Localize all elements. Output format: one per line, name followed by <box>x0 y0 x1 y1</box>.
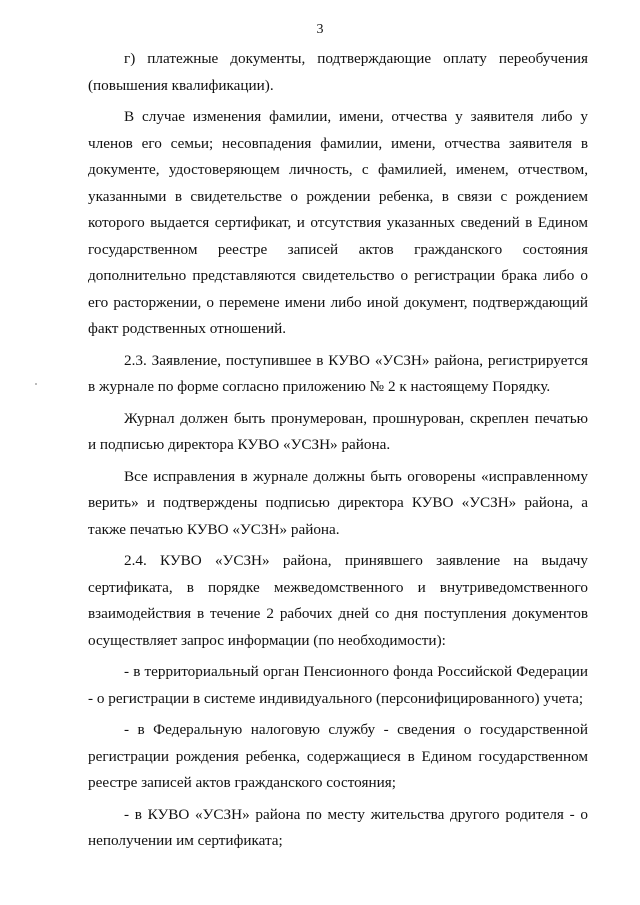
paragraph-2-4-request: 2.4. КУВО «УСЗН» района, принявшего заявление на выдачу сертификата, в порядке межведомственного и внутриведомственного взаимодействия в течение 2 рабочих дней со дня поступления документов осуществляет запрос информации (по необходимости): <box>88 552 588 649</box>
document-body <box>88 46 588 860</box>
margin-mark <box>35 383 37 385</box>
list-item-other-parent: - в КУВО «УСЗН» района по месту жительства другого родителя - о неполучении им сертификата; <box>88 805 588 849</box>
list-item-pension-fund: - в территориальный орган Пенсионного фонда Российской Федерации - о регистрации в системе индивидуального (персонифицированного) учета; <box>88 663 588 707</box>
paragraph-2-3-registration: 2.3. Заявление, поступившее в КУВО «УСЗН» района, регистрируется в журнале по форме согласно приложению № 2 к настоящему Порядку. <box>88 351 588 395</box>
page-number: 3 <box>316 22 324 37</box>
paragraph-journal-corrections: Все исправления в журнале должны быть оговорены «исправленному верить» и подтверждены подписью директора КУВО «УСЗН» района, а также печатью КУВО «УСЗН» района. <box>88 467 588 538</box>
list-item-tax-service: - в Федеральную налоговую службу - сведения о государственной регистрации рождения ребенка, содержащиеся в Едином государственном реестре записей актов гражданского состояния; <box>88 721 588 791</box>
paragraph-journal-requirements: Журнал должен быть пронумерован, прошнурован, скреплен печатью и подписью директора КУВО «УСЗН» района. <box>88 409 588 453</box>
paragraph-name-change: В случае изменения фамилии, имени, отчества у заявителя либо у членов его семьи; несовпадения фамилии, имени, отчества заявителя в документе, удостоверяющем личность, с фамилией, именем, отчеством, указанными в свидетельстве о рождении ребенка, в связи с рождением которого выдается сертификат, и отсутствия указанных сведений в Едином государственном реестре записей актов гражданского состояния дополнительно представляются свидетельство о регистрации брака либо о его расторжении, о перемене имени либо иной документ, подтверждающий факт родственных отношений. <box>88 108 588 337</box>
paragraph-payment-documents: г) платежные документы, подтверждающие оплату переобучения (повышения квалификации). <box>88 50 588 94</box>
